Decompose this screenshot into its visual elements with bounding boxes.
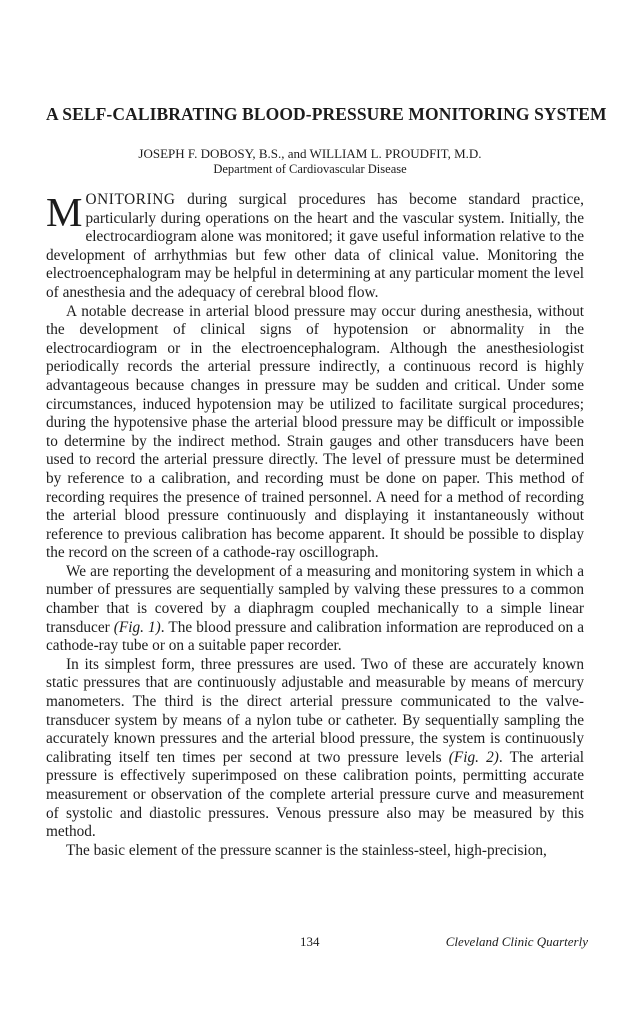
article-body xyxy=(46,191,584,860)
paragraph-3 xyxy=(46,563,584,656)
article-authors: JOSEPH F. DOBOSY, B.S., and WILLIAM L. PROUDFIT, M.D. xyxy=(138,146,482,161)
paragraph-4-text-b: . The arterial pressure is effectively superimposed on these calibration points, permitting accurate measurement or observation of the complete arterial pressure curve and measurement of systolic and diastolic pressures. Venous pressure also may be measured by this method. xyxy=(46,748,584,841)
article-title: A SELF-CALIBRATING BLOOD-PRESSURE MONITORING SYSTEM xyxy=(46,104,607,124)
figure-1-reference: (Fig. 1) xyxy=(113,618,161,636)
paragraph-3-text-b: . The blood pressure and calibration information are reproduced on a cathode-ray tube or on a suitable paper recorder. xyxy=(46,618,584,655)
opening-word: ONITORING xyxy=(85,191,176,208)
figure-2-reference: (Fig. 2) xyxy=(448,748,499,766)
paragraph-5: The basic element of the pressure scanner is the stainless-steel, high-precision, xyxy=(66,841,547,859)
drop-cap: M xyxy=(46,189,83,235)
paragraph-1-text: during surgical procedures has become standard practice, particularly during operations on the heart and the vascular system. Initially, the electrocardiogram alone was monitored; it gave useful information relative to the development of arrhythmias but few other data of clinical value. Monitoring the electroencephalogram may be helpful in determining at any particular moment the level of anesthesia and the adequacy of cerebral blood flow. xyxy=(46,191,584,301)
article-department: Department of Cardiovascular Disease xyxy=(213,162,407,176)
journal-name: Cleveland Clinic Quarterly xyxy=(445,934,588,949)
paragraph-4 xyxy=(46,656,584,842)
paragraph-4-text-a: In its simplest form, three pressures are used. Two of these are accurately known static pressures that are continuously adjustable and measurable by means of mercury manometers. The third is the direct arterial pressure communicated to the valve-transducer system by means of a nylon tube or catheter. By sequentially sampling the accurately known pressures and the arterial blood pressure, the system is continuously calibrating itself ten times per second at two pressure levels xyxy=(46,655,584,766)
paragraph-2: A notable decrease in arterial blood pressure may occur during anesthesia, without the development of clinical signs of hypotension or abnormality in the electrocardiogram or in the electroencephalogram. Although the anesthesiologist periodically records the arterial pressure indirectly, a continuous record is highly advantageous because changes in pressure may be sudden and critical. Under some circumstances, induced hypotension may be utilized to facilitate surgical procedures; during the hypotensive phase the arterial blood pressure may be difficult or impossible to determine by the indirect method. Strain gauges and other transducers have been used to record the arterial pressure directly. The level of pressure must be determined by reference to a calibration, and recording must be done on paper. This method of recording requires the presence of trained personnel. A need for a method of recording the arterial blood pressure continuously and displaying it instantaneously without reference to previous calibration has become apparent. It should be possible to display the record on the screen of a cathode-ray oscillograph. xyxy=(46,302,584,562)
page-number: 134 xyxy=(300,934,320,949)
paragraph-3-text-a: We are reporting the development of a measuring and monitoring system in which a number of pressures are sequentially sampled by valving these pressures to a common chamber that is covered by a diaphragm coupled mechanically to a simple linear transducer xyxy=(46,562,584,636)
paragraph-1 xyxy=(46,191,584,303)
